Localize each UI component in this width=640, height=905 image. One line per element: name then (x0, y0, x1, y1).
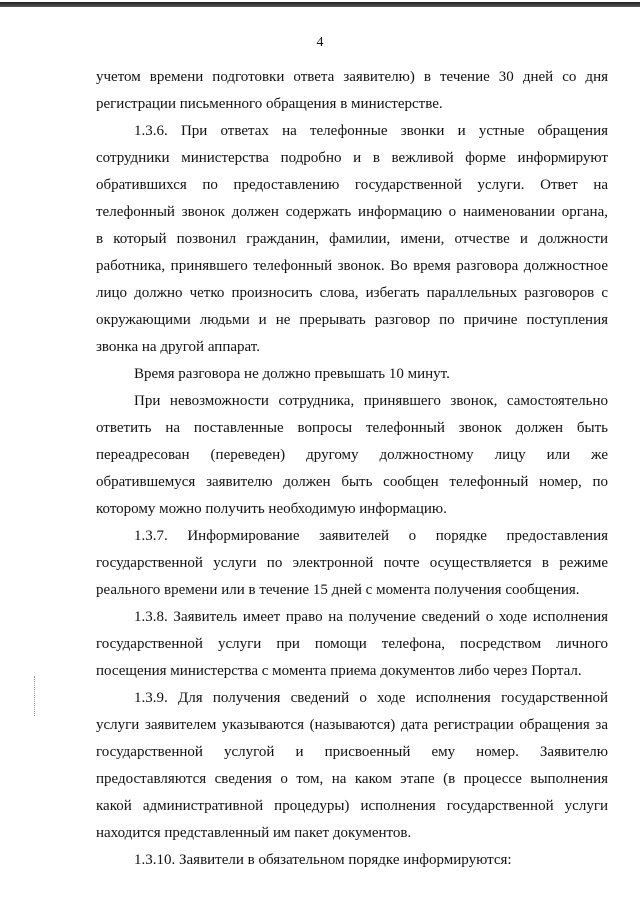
text-line: При невозможности сотрудника, принявшего звонок, самостоятельно (134, 393, 608, 409)
text-line: 1.3.7. Информирование заявителей о порядке предоставления (134, 528, 608, 544)
text-line: телефонный звонок должен содержать информацию о наименовании органа, (96, 204, 608, 220)
page-number: 4 (316, 35, 324, 50)
text-line: 1.3.10. Заявители в обязательном порядке информируются: (134, 852, 512, 868)
text-line: учетом времени подготовки ответа заявителю) в течение 30 дней со дня (96, 69, 608, 85)
text-line: лицо должно четко произносить слова, избегать параллельных разговоров с (96, 285, 608, 301)
text-line: Время разговора не должно превышать 10 минут. (134, 366, 450, 382)
text-line: государственной услуги по электронной почте осуществляется в режиме (96, 555, 608, 571)
text-line: посещения министерства с момента приема документов либо через Портал. (96, 663, 582, 679)
text-line: переадресован (переведен) другому должностному лицу или же (96, 447, 608, 463)
scan-margin-specks (34, 676, 36, 716)
text-line: которому можно получить необходимую информацию. (96, 501, 447, 517)
text-line: ответить на поставленные вопросы телефонный звонок должен быть (96, 420, 608, 436)
text-line: сотрудники министерства подробно и в вежливой форме информируют (96, 150, 608, 166)
text-line: реального времени или в течение 15 дней с момента получения сообщения. (96, 582, 580, 598)
text-line: окружающими людьми и не прерывать разговор по причине поступления (96, 312, 608, 328)
text-line: в который позвонил гражданин, фамилии, имени, отчестве и должности (96, 231, 608, 247)
text-line: какой административной процедуры) исполнения государственной услуги (96, 798, 608, 814)
text-line: находится представленный им пакет документов. (96, 825, 412, 841)
text-line: услуги заявителем указываются (называются) дата регистрации обращения за (96, 717, 608, 733)
text-line: государственной услуги при помощи телефона, посредством личного (96, 636, 608, 652)
text-line: обратившемуся заявителю должен быть сообщен телефонный номер, по (96, 474, 608, 490)
text-line: государственной услугой и присвоенный ему номер. Заявителю (96, 744, 608, 760)
text-line: предоставляются сведения о том, на каком этапе (в процессе выполнения (96, 771, 608, 787)
text-line: обратившихся по предоставлению государственной услуги. Ответ на (96, 177, 608, 193)
text-line: звонка на другой аппарат. (96, 339, 260, 355)
text-line: 1.3.8. Заявитель имеет право на получение сведений о ходе исполнения (134, 609, 608, 625)
text-line: регистрации письменного обращения в министерстве. (96, 96, 443, 112)
text-line: работника, принявшего телефонный звонок. Во время разговора должностное (96, 258, 608, 274)
text-line: 1.3.9. Для получения сведений о ходе исполнения государственной (134, 690, 608, 706)
scan-top-edge (0, 2, 640, 7)
text-line: 1.3.6. При ответах на телефонные звонки и устные обращения (134, 123, 608, 139)
